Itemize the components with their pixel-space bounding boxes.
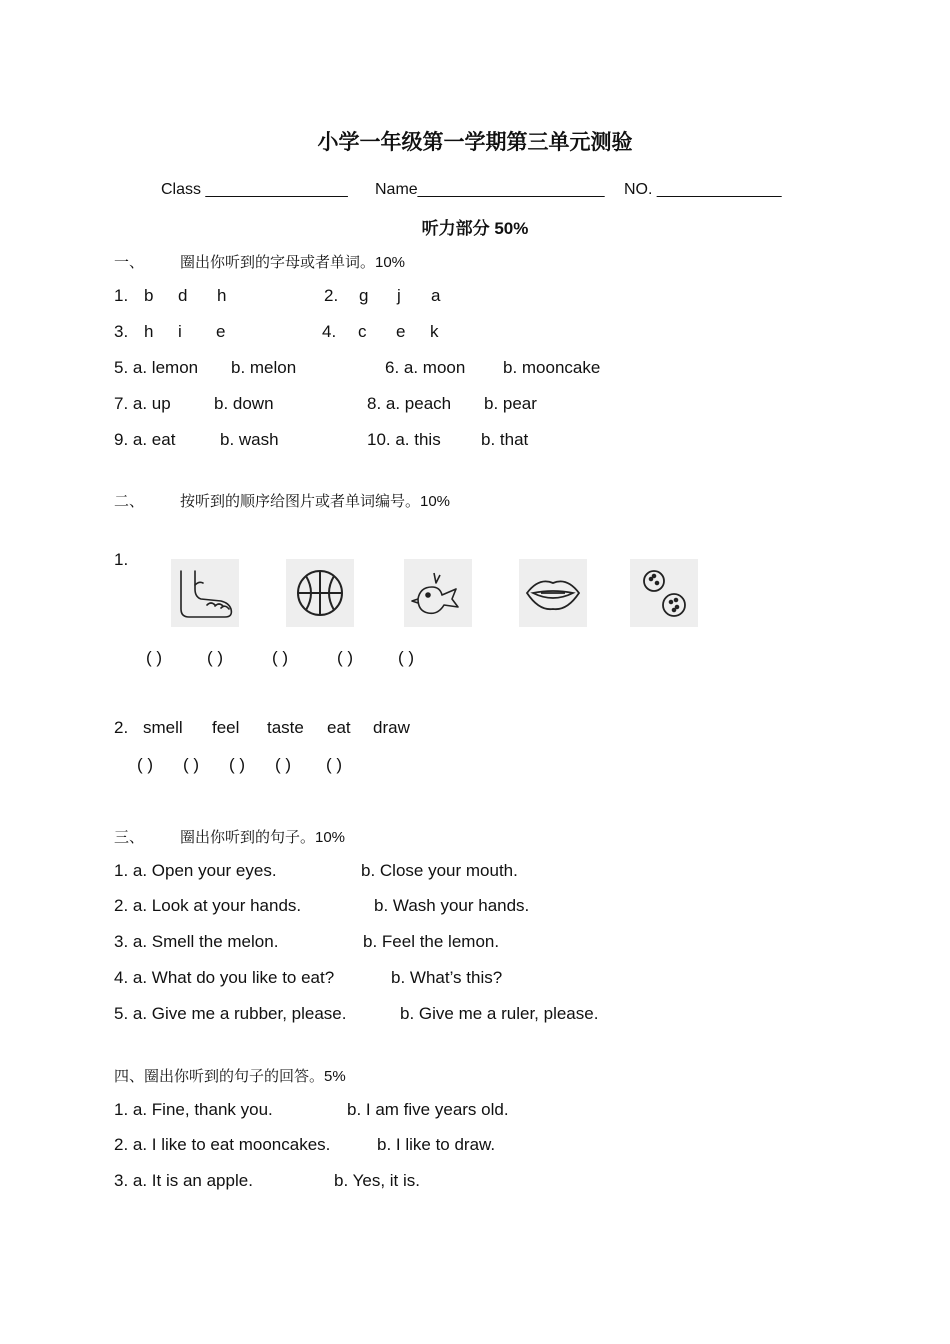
q1-number: 1. [114, 286, 129, 305]
answer-blank[interactable]: ( ) [146, 648, 163, 667]
s3-q1-option-a[interactable]: 1. a. Open your eyes. [114, 861, 277, 880]
s2-q2-number: 2. [114, 718, 129, 737]
q4-option[interactable]: e [396, 322, 406, 341]
q2-option[interactable]: g [359, 286, 369, 305]
q3-number: 3. [114, 322, 129, 341]
s3-q5-option-b[interactable]: b. Give me a ruler, please. [400, 1004, 599, 1023]
listening-subtitle: 听力部分 50% [421, 219, 529, 238]
q8-option-a[interactable]: 8. a. peach [367, 394, 452, 413]
q9-option-b[interactable]: b. wash [220, 430, 279, 449]
word-item: feel [212, 718, 240, 737]
q8-option-b[interactable]: b. pear [484, 394, 537, 413]
s4-q1-option-a[interactable]: 1. a. Fine, thank you. [114, 1100, 273, 1119]
q9-option-a[interactable]: 9. a. eat [114, 430, 176, 449]
page-title: 小学一年级第一学期第三单元测验 [317, 131, 633, 154]
q3-option[interactable]: e [216, 322, 226, 341]
q6-option-b[interactable]: b. mooncake [503, 358, 601, 377]
s3-q2-option-a[interactable]: 2. a. Look at your hands. [114, 896, 302, 915]
q4-option[interactable]: k [430, 322, 439, 341]
q10-option-b[interactable]: b. that [481, 430, 529, 449]
q6-option-a[interactable]: 6. a. moon [385, 358, 466, 377]
answer-blank[interactable]: ( ) [207, 648, 224, 667]
q5-option-a[interactable]: 5. a. lemon [114, 358, 199, 377]
bird-icon [404, 559, 472, 627]
word-item: eat [327, 718, 351, 737]
section4-heading: 四、圈出你听到的句子的回答。5% [114, 1068, 346, 1085]
fruit-icon [630, 559, 698, 627]
s3-q4-option-b[interactable]: b. What’s this? [391, 968, 503, 987]
word-item: taste [267, 718, 304, 737]
q4-option[interactable]: c [358, 322, 367, 341]
number-field[interactable]: NO. ______________ [624, 181, 782, 198]
answer-blank[interactable]: ( ) [398, 648, 415, 667]
q3-option[interactable]: i [178, 322, 182, 341]
s4-q3-option-b[interactable]: b. Yes, it is. [334, 1171, 420, 1190]
mouth-icon [519, 559, 587, 627]
q2-option[interactable]: a [431, 286, 441, 305]
q10-option-a[interactable]: 10. a. this [367, 430, 441, 449]
s3-q4-option-a[interactable]: 4. a. What do you like to eat? [114, 968, 335, 987]
q5-option-b[interactable]: b. melon [231, 358, 297, 377]
s3-q2-option-b[interactable]: b. Wash your hands. [374, 896, 530, 915]
answer-blank[interactable]: ( ) [337, 648, 354, 667]
answer-blank[interactable]: ( ) [272, 648, 289, 667]
answer-blank[interactable]: ( ) [229, 755, 246, 774]
s3-q5-option-a[interactable]: 5. a. Give me a rubber, please. [114, 1004, 347, 1023]
section1-number: 一、 [114, 254, 145, 271]
name-field[interactable]: Name_____________________ [375, 181, 605, 198]
class-field[interactable]: Class ________________ [161, 181, 348, 198]
s3-q1-option-b[interactable]: b. Close your mouth. [361, 861, 518, 880]
q1-option[interactable]: d [178, 286, 188, 305]
q2-number: 2. [324, 286, 339, 305]
s4-q3-option-a[interactable]: 3. a. It is an apple. [114, 1171, 253, 1190]
q4-number: 4. [322, 322, 337, 341]
s3-q3-option-b[interactable]: b. Feel the lemon. [363, 932, 500, 951]
ball-icon [286, 559, 354, 627]
q3-option[interactable]: h [144, 322, 154, 341]
q1-option[interactable]: b [144, 286, 154, 305]
answer-blank[interactable]: ( ) [326, 755, 343, 774]
q1-option[interactable]: h [217, 286, 227, 305]
q2-option[interactable]: j [397, 286, 401, 305]
section3-number: 三、 [114, 829, 145, 846]
word-item: smell [143, 718, 183, 737]
section2-heading: 按听到的顺序给图片或者单词编号。10% [180, 493, 451, 510]
answer-blank[interactable]: ( ) [137, 755, 154, 774]
section2-number: 二、 [114, 493, 145, 510]
foot-icon [171, 559, 239, 627]
s4-q2-option-b[interactable]: b. I like to draw. [377, 1135, 496, 1154]
answer-blank[interactable]: ( ) [275, 755, 292, 774]
s3-q3-option-a[interactable]: 3. a. Smell the melon. [114, 932, 279, 951]
section3-heading: 圈出你听到的句子。10% [180, 829, 346, 846]
s4-q1-option-b[interactable]: b. I am five years old. [347, 1100, 509, 1119]
s2-q1-number: 1. [114, 550, 129, 569]
s4-q2-option-a[interactable]: 2. a. I like to eat mooncakes. [114, 1135, 331, 1154]
section1-heading: 圈出你听到的字母或者单词。10% [180, 254, 406, 271]
q7-option-a[interactable]: 7. a. up [114, 394, 171, 413]
q7-option-b[interactable]: b. down [214, 394, 274, 413]
answer-blank[interactable]: ( ) [183, 755, 200, 774]
word-item: draw [373, 718, 410, 737]
